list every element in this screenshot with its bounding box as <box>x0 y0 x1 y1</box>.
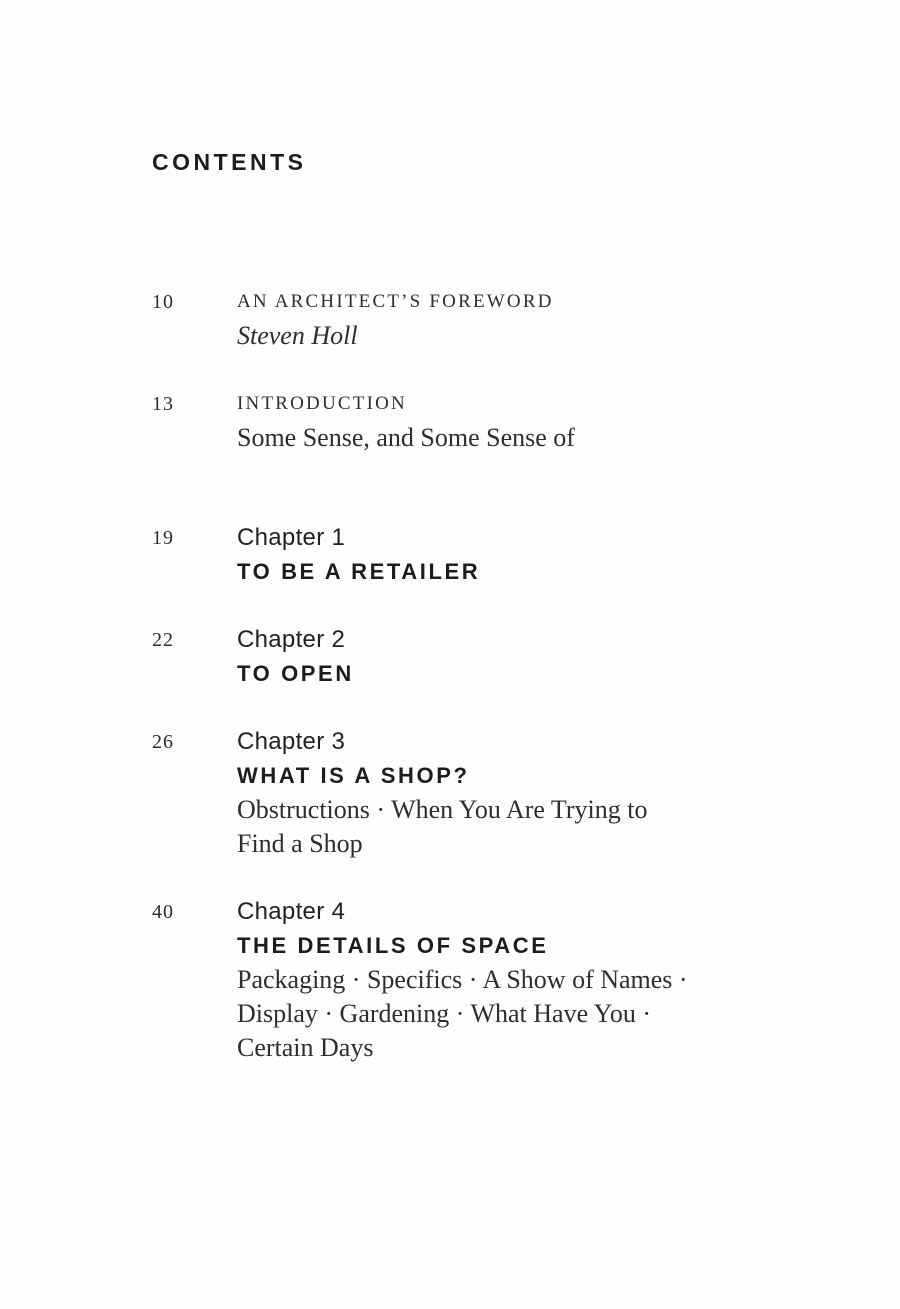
toc-entry-lines <box>237 521 480 589</box>
toc-line-sans: Chapter 1 <box>237 524 346 551</box>
toc-line-sans: Chapter 4 <box>237 898 346 925</box>
toc-entry-lines <box>237 285 554 353</box>
toc-entry <box>152 623 792 691</box>
toc-entry <box>152 895 792 1065</box>
toc-line-serif-body: Obstructions · When You Are Trying to <box>237 795 648 824</box>
toc-line-sans-caps: TO BE A RETAILER <box>237 559 481 584</box>
toc-entry-lines <box>237 623 354 691</box>
toc-line-serif-body: Packaging · Specifics · A Show of Names · <box>237 965 688 994</box>
toc-line-sans: Chapter 3 <box>237 728 346 755</box>
toc-line-sans-caps: WHAT IS A SHOP? <box>237 763 470 788</box>
toc-page-number: 22 <box>152 629 174 651</box>
toc-line-serif-italic: Steven Holl <box>237 321 358 350</box>
toc-page-number: 40 <box>152 901 174 923</box>
contents-title: CONTENTS <box>152 149 307 175</box>
toc-list <box>152 285 792 1065</box>
toc-line-sans-caps: THE DETAILS OF SPACE <box>237 933 549 958</box>
toc-entry <box>152 521 792 589</box>
toc-entry-lines <box>237 387 575 455</box>
toc-line-serif-body: Display · Gardening · What Have You · <box>237 999 651 1028</box>
toc-entry <box>152 387 792 455</box>
toc-line-sans-caps: TO OPEN <box>237 661 354 686</box>
toc-page-number: 26 <box>152 731 174 753</box>
toc-line-serif-body: Certain Days <box>237 1033 374 1062</box>
toc-entry-lines <box>237 895 688 1065</box>
toc-line-serif-body: Some Sense, and Some Sense of <box>237 423 575 452</box>
toc-entry <box>152 285 792 353</box>
toc-line-serif-caps: INTRODUCTION <box>237 393 407 414</box>
toc-page-number: 19 <box>152 527 174 549</box>
toc-line-serif-caps: AN ARCHITECT’S FOREWORD <box>237 291 554 312</box>
toc-page-number: 13 <box>152 393 174 415</box>
toc-page-number: 10 <box>152 291 174 313</box>
toc-entry <box>152 725 792 861</box>
toc-line-sans: Chapter 2 <box>237 626 346 653</box>
toc-entry-lines <box>237 725 648 861</box>
toc-line-serif-body: Find a Shop <box>237 829 363 858</box>
